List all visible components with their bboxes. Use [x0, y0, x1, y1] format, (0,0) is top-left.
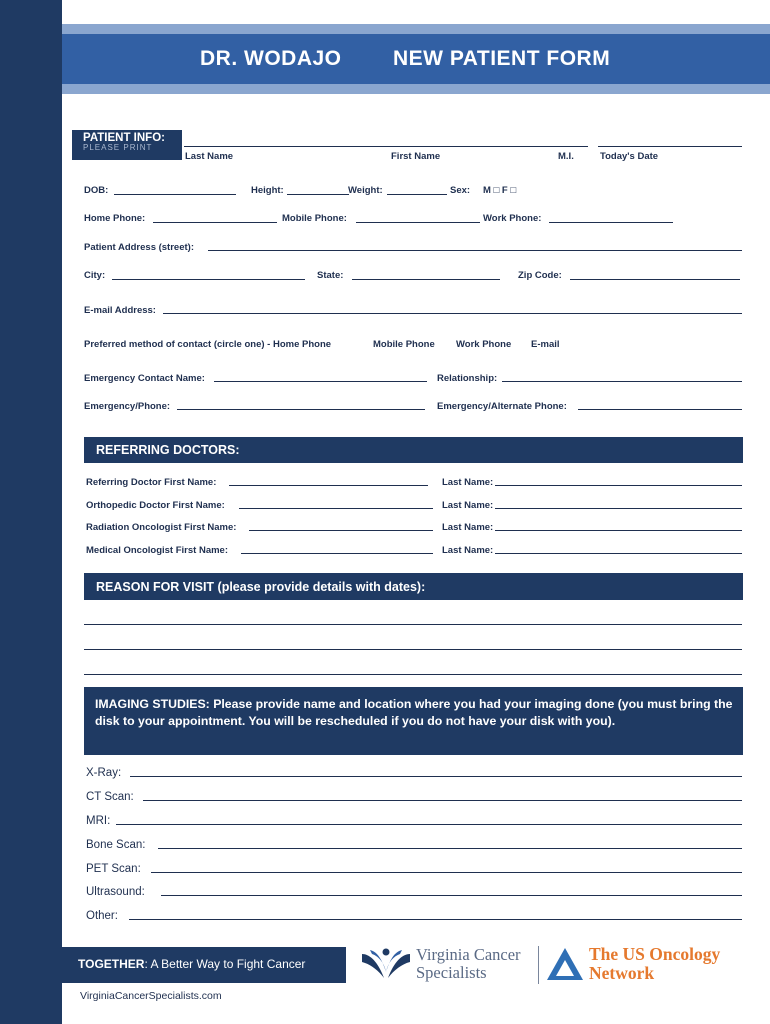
contact-option-mobile[interactable]: Mobile Phone — [373, 339, 435, 350]
dob-field[interactable] — [114, 194, 236, 195]
home-phone-label: Home Phone: — [84, 213, 146, 224]
vcs-logo-text — [416, 946, 521, 982]
together-label: TOGETHER — [78, 957, 145, 971]
weight-label: Weight: — [348, 185, 383, 196]
vcs-logo-icon — [360, 944, 412, 984]
form-title: NEW PATIENT FORM — [393, 47, 611, 70]
left-sidebar-bar — [0, 0, 62, 1024]
state-label: State: — [317, 270, 344, 281]
ortho-first-field[interactable] — [239, 508, 433, 509]
dob-label: DOB: — [84, 185, 109, 196]
pet-scan-field[interactable] — [151, 872, 742, 873]
vcs-line-1: Virginia Cancer — [416, 945, 521, 964]
relationship-label: Relationship: — [437, 373, 498, 384]
patient-info-tag — [72, 130, 182, 160]
header-band — [62, 34, 770, 84]
patient-info-title: PATIENT INFO — [83, 132, 162, 144]
contact-option-email[interactable]: E-mail — [531, 339, 560, 350]
referring-last-label: Last Name: — [442, 477, 494, 488]
mri-field[interactable] — [116, 824, 742, 825]
state-field[interactable] — [352, 279, 500, 280]
mobile-phone-label: Mobile Phone: — [282, 213, 347, 224]
ct-scan-field[interactable] — [143, 800, 742, 801]
emergency-phone-label: Emergency/Phone: — [84, 401, 171, 412]
reason-line-2[interactable] — [84, 649, 742, 650]
bone-scan-field[interactable] — [158, 848, 742, 849]
ultrasound-field[interactable] — [161, 895, 742, 896]
rad-last-field[interactable] — [495, 530, 742, 531]
xray-field[interactable] — [130, 776, 742, 777]
doctor-name: DR. WODAJO — [200, 47, 342, 70]
ortho-last-field[interactable] — [495, 508, 742, 509]
logo-divider — [538, 946, 539, 984]
vcs-line-2: Specialists — [416, 963, 487, 982]
city-field[interactable] — [112, 279, 305, 280]
bone-scan-label: Bone Scan: — [86, 839, 146, 851]
med-last-label: Last Name: — [442, 545, 494, 556]
email-label: E-mail Address: — [84, 305, 156, 316]
imaging-studies-header: IMAGING STUDIES: Please provide name and location where you had your imaging done (you must bring the disk to your appointment. You will be rescheduled if you do not have your disk with you). — [84, 687, 743, 755]
mri-label: MRI: — [86, 815, 111, 827]
ultrasound-label: Ultrasound: — [86, 886, 145, 898]
address-field[interactable] — [208, 250, 742, 251]
name-line[interactable] — [184, 146, 588, 147]
height-field[interactable] — [287, 194, 349, 195]
emergency-alt-phone-field[interactable] — [578, 409, 742, 410]
sex-label: Sex: — [450, 185, 471, 196]
sex-checkboxes[interactable]: M □ F □ — [483, 185, 517, 196]
other-label: Other: — [86, 910, 118, 922]
website-url[interactable]: VirginiaCancerSpecialists.com — [80, 990, 222, 1002]
height-label: Height: — [251, 185, 284, 196]
reason-line-3[interactable] — [84, 674, 742, 675]
other-field[interactable] — [129, 919, 742, 920]
referring-doctors-header: REFERRING DOCTORS: — [84, 437, 743, 463]
contact-option-work[interactable]: Work Phone — [456, 339, 512, 350]
referring-first-label: Referring Doctor First Name: — [86, 477, 217, 488]
address-label: Patient Address (street): — [84, 242, 194, 253]
header-stripe-top — [62, 24, 770, 34]
reason-for-visit-header: REASON FOR VISIT (please provide details with dates): — [84, 573, 743, 600]
emergency-phone-field[interactable] — [177, 409, 425, 410]
med-last-field[interactable] — [495, 553, 742, 554]
xray-label: X-Ray: — [86, 767, 122, 779]
reason-line-1[interactable] — [84, 624, 742, 625]
us-oncology-logo-text — [589, 945, 720, 983]
work-phone-label: Work Phone: — [483, 213, 542, 224]
uson-line-2: Network — [589, 963, 655, 983]
patient-info-colon: : — [161, 132, 165, 144]
uson-line-1: The US Oncology — [589, 944, 721, 964]
date-line[interactable] — [598, 146, 742, 147]
first-name-label: First Name — [391, 151, 441, 162]
ortho-first-label: Orthopedic Doctor First Name: — [86, 500, 225, 511]
work-phone-field[interactable] — [549, 222, 673, 223]
last-name-label: Last Name — [185, 151, 234, 162]
referring-first-field[interactable] — [229, 485, 428, 486]
tagline-text: : A Better Way to Fight Cancer — [144, 957, 306, 971]
footer-tagline-bar — [62, 947, 346, 983]
emergency-contact-field[interactable] — [214, 381, 427, 382]
header-stripe-bottom — [62, 84, 770, 94]
relationship-field[interactable] — [502, 381, 742, 382]
city-label: City: — [84, 270, 106, 281]
zip-field[interactable] — [570, 279, 740, 280]
weight-field[interactable] — [387, 194, 447, 195]
us-oncology-logo-icon — [546, 947, 584, 981]
mi-label: M.I. — [558, 151, 574, 162]
rad-first-label: Radiation Oncologist First Name: — [86, 522, 237, 533]
emergency-contact-label: Emergency Contact Name: — [84, 373, 205, 384]
ct-scan-label: CT Scan: — [86, 791, 134, 803]
todays-date-label: Today's Date — [600, 151, 659, 162]
pet-scan-label: PET Scan: — [86, 863, 141, 875]
emergency-alt-phone-label: Emergency/Alternate Phone: — [437, 401, 567, 412]
mobile-phone-field[interactable] — [356, 222, 480, 223]
zip-label: Zip Code: — [518, 270, 562, 281]
rad-first-field[interactable] — [249, 530, 433, 531]
email-field[interactable] — [163, 313, 742, 314]
please-print: PLEASE PRINT — [83, 143, 153, 152]
referring-last-field[interactable] — [495, 485, 742, 486]
preferred-contact-label: Preferred method of contact (circle one) - Home Phone — [84, 339, 332, 350]
rad-last-label: Last Name: — [442, 522, 494, 533]
med-first-label: Medical Oncologist First Name: — [86, 545, 228, 556]
home-phone-field[interactable] — [153, 222, 277, 223]
med-first-field[interactable] — [241, 553, 433, 554]
ortho-last-label: Last Name: — [442, 500, 494, 511]
